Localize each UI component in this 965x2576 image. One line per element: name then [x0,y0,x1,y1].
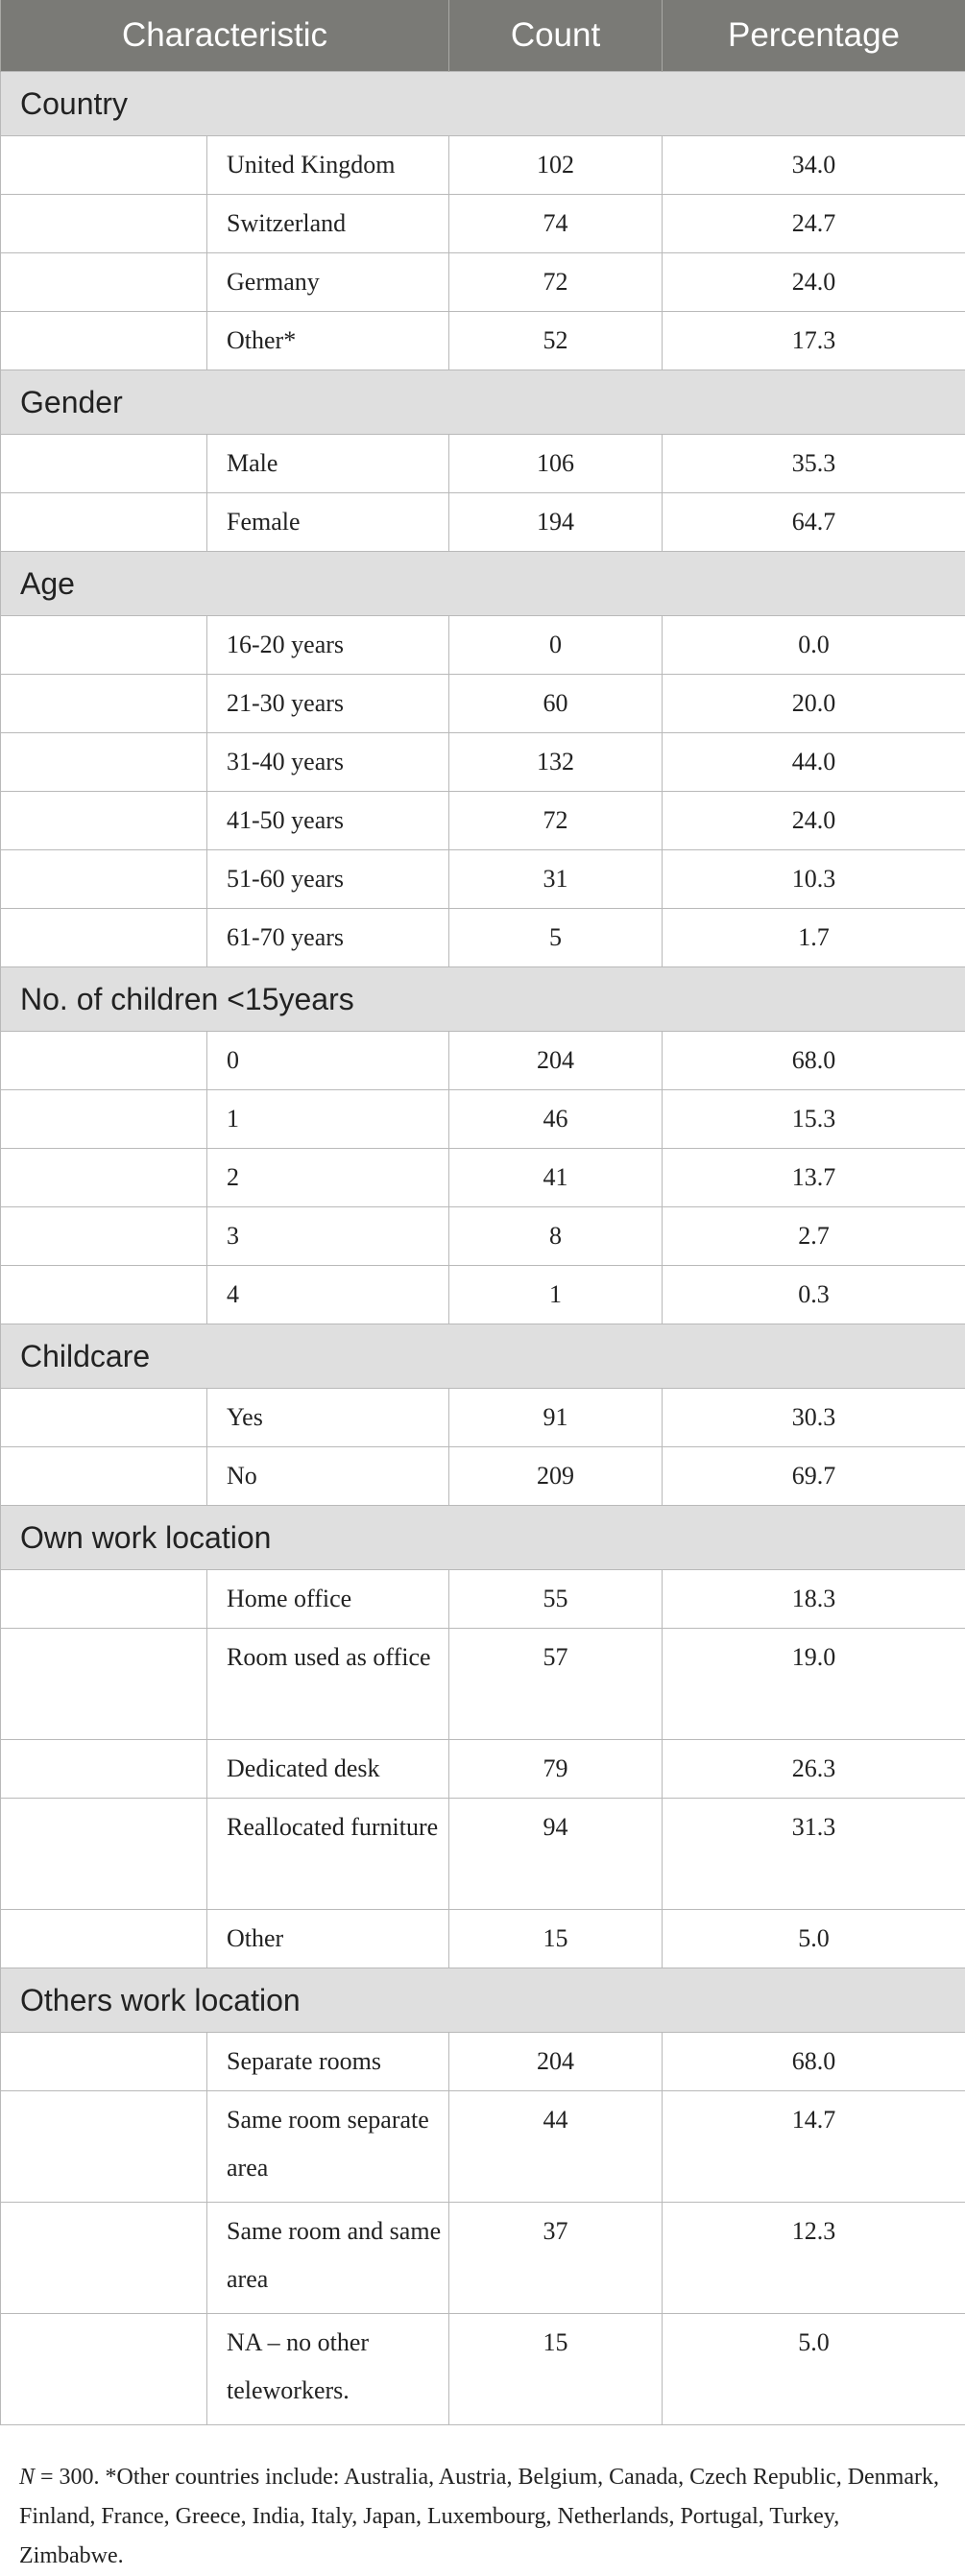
row-label: 2 [207,1149,449,1207]
table-row [1,1032,965,1090]
row-percentage: 0.0 [663,616,965,675]
row-label: Switzerland [207,195,449,253]
table-row [1,195,965,253]
row-count: 79 [449,1740,663,1799]
footnote-text: = 300. *Other countries include: Australia, Austria, Belgium, Canada, Czech Republic, Denmark, Finland, France, Greece, India, Italy, Japan, Luxembourg, Netherlands, Portugal, Turkey, Zimbabwe. [19,2465,939,2568]
row-percentage: 18.3 [663,1570,965,1629]
row-label: 0 [207,1032,449,1090]
row-label: United Kingdom [207,136,449,195]
row-label: 61-70 years [207,909,449,967]
row-percentage: 1.7 [663,909,965,967]
table-footnote [19,2458,946,2576]
row-percentage: 26.3 [663,1740,965,1799]
row-count: 106 [449,435,663,493]
table-row [1,616,965,675]
table-row [1,493,965,552]
section-row [1,967,965,1032]
row-percentage: 15.3 [663,1090,965,1149]
row-count: 102 [449,136,663,195]
row-count: 52 [449,312,663,370]
row-percentage: 24.0 [663,792,965,850]
row-label: Female [207,493,449,552]
section-title: Others work location [1,1968,965,2033]
row-count: 8 [449,1207,663,1266]
row-count: 15 [449,1910,663,1968]
row-label: Same room and same area [207,2203,449,2314]
row-count: 204 [449,2033,663,2091]
table-row [1,312,965,370]
row-count: 209 [449,1447,663,1506]
row-count: 44 [449,2091,663,2203]
indent-cell [1,1207,207,1266]
row-percentage: 68.0 [663,1032,965,1090]
section-row [1,1968,965,2033]
indent-cell [1,733,207,792]
row-label: Other* [207,312,449,370]
indent-cell [1,1799,207,1910]
row-count: 94 [449,1799,663,1910]
indent-cell [1,1447,207,1506]
indent-cell [1,850,207,909]
section-row [1,72,965,136]
indent-cell [1,312,207,370]
row-count: 57 [449,1629,663,1740]
row-label: Germany [207,253,449,312]
row-label: 41-50 years [207,792,449,850]
table-row [1,1090,965,1149]
row-percentage: 5.0 [663,1910,965,1968]
row-count: 1 [449,1266,663,1324]
row-count: 204 [449,1032,663,1090]
row-label: 21-30 years [207,675,449,733]
row-label: Separate rooms [207,2033,449,2091]
row-label: Reallocated furniture [207,1799,449,1910]
table-row [1,909,965,967]
indent-cell [1,1266,207,1324]
row-label: No [207,1447,449,1506]
indent-cell [1,675,207,733]
indent-cell [1,909,207,967]
table-row [1,253,965,312]
indent-cell [1,2091,207,2203]
section-row [1,552,965,616]
row-label: 3 [207,1207,449,1266]
row-count: 0 [449,616,663,675]
table-row [1,136,965,195]
row-count: 15 [449,2314,663,2425]
row-count: 31 [449,850,663,909]
row-label: Yes [207,1389,449,1447]
header-count: Count [449,0,663,72]
indent-cell [1,136,207,195]
section-row [1,370,965,435]
row-label: Room used as office [207,1629,449,1740]
table-row [1,733,965,792]
row-count: 46 [449,1090,663,1149]
indent-cell [1,1389,207,1447]
table-row [1,792,965,850]
row-percentage: 12.3 [663,2203,965,2314]
section-title: Childcare [1,1324,965,1389]
table-row [1,850,965,909]
indent-cell [1,253,207,312]
row-percentage: 2.7 [663,1207,965,1266]
row-count: 55 [449,1570,663,1629]
header-percentage: Percentage [663,0,965,72]
row-count: 91 [449,1389,663,1447]
table-row [1,1570,965,1629]
row-percentage: 69.7 [663,1447,965,1506]
table-row [1,2033,965,2091]
table-row [1,1266,965,1324]
row-percentage: 0.3 [663,1266,965,1324]
indent-cell [1,1570,207,1629]
row-percentage: 64.7 [663,493,965,552]
row-label: Male [207,435,449,493]
row-percentage: 10.3 [663,850,965,909]
table-body [1,72,965,2425]
row-percentage: 24.0 [663,253,965,312]
row-label: 16-20 years [207,616,449,675]
table-row [1,1740,965,1799]
row-percentage: 30.3 [663,1389,965,1447]
row-label: NA – no other teleworkers. [207,2314,449,2425]
row-count: 60 [449,675,663,733]
table-header-row [1,0,965,72]
row-count: 194 [449,493,663,552]
section-title: Age [1,552,965,616]
section-title: Own work location [1,1506,965,1570]
section-title: No. of children <15years [1,967,965,1032]
indent-cell [1,1740,207,1799]
indent-cell [1,1149,207,1207]
row-percentage: 34.0 [663,136,965,195]
indent-cell [1,1032,207,1090]
row-percentage: 14.7 [663,2091,965,2203]
row-percentage: 44.0 [663,733,965,792]
indent-cell [1,1629,207,1740]
indent-cell [1,792,207,850]
table-row [1,1910,965,1968]
indent-cell [1,2033,207,2091]
row-percentage: 31.3 [663,1799,965,1910]
indent-cell [1,616,207,675]
indent-cell [1,1090,207,1149]
table-row [1,2314,965,2425]
row-percentage: 19.0 [663,1629,965,1740]
row-label: Same room separate area [207,2091,449,2203]
row-label: Dedicated desk [207,1740,449,1799]
row-label: 31-40 years [207,733,449,792]
row-percentage: 24.7 [663,195,965,253]
indent-cell [1,195,207,253]
row-percentage: 35.3 [663,435,965,493]
table-row [1,1389,965,1447]
indent-cell [1,435,207,493]
table-row [1,435,965,493]
indent-cell [1,1910,207,1968]
row-percentage: 68.0 [663,2033,965,2091]
row-label: 4 [207,1266,449,1324]
indent-cell [1,493,207,552]
row-label: 1 [207,1090,449,1149]
section-title: Gender [1,370,965,435]
table-row [1,2203,965,2314]
table-row [1,675,965,733]
table-row [1,1207,965,1266]
table-row [1,1149,965,1207]
row-count: 72 [449,253,663,312]
section-row [1,1324,965,1389]
indent-cell [1,2203,207,2314]
row-count: 132 [449,733,663,792]
row-label: Home office [207,1570,449,1629]
table-row [1,2091,965,2203]
row-count: 37 [449,2203,663,2314]
row-count: 5 [449,909,663,967]
header-characteristic: Characteristic [1,0,449,72]
table-row [1,1799,965,1910]
table-row [1,1447,965,1506]
indent-cell [1,2314,207,2425]
section-row [1,1506,965,1570]
row-percentage: 17.3 [663,312,965,370]
row-label: 51-60 years [207,850,449,909]
row-count: 72 [449,792,663,850]
row-label: Other [207,1910,449,1968]
table-row [1,1629,965,1740]
row-count: 41 [449,1149,663,1207]
row-percentage: 5.0 [663,2314,965,2425]
footnote-n-label: N [19,2465,35,2490]
row-percentage: 20.0 [663,675,965,733]
row-percentage: 13.7 [663,1149,965,1207]
row-count: 74 [449,195,663,253]
section-title: Country [1,72,965,136]
